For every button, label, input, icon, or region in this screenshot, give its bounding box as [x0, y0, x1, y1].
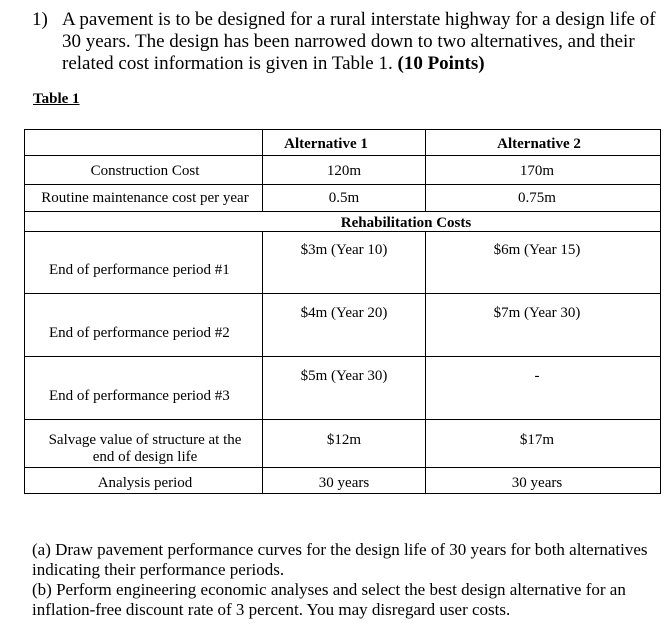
- period2-alt2: $7m (Year 30): [493, 305, 581, 321]
- table-label: Table 1: [33, 91, 80, 107]
- period1-alt1: $3m (Year 10): [300, 242, 388, 258]
- table-border-top: [24, 129, 661, 130]
- question-text: [62, 9, 662, 75]
- question-number: 1): [32, 9, 48, 30]
- col-divider-2: [425, 129, 426, 212]
- analysis-alt1: 30 years: [318, 475, 370, 491]
- construction-alt1: 120m: [326, 163, 362, 179]
- row-divider-period1: [24, 293, 661, 294]
- maintenance-alt2: 0.75m: [518, 190, 556, 206]
- period1-alt2: $6m (Year 15): [493, 242, 581, 258]
- row-divider-period2: [24, 356, 661, 357]
- table-border-bottom: [24, 493, 661, 494]
- row-divider-construction: [24, 184, 661, 185]
- salvage-alt2: $17m: [519, 432, 555, 448]
- salvage-alt1: $12m: [326, 432, 362, 448]
- salvage-label-line1: Salvage value of structure at the: [48, 432, 242, 448]
- row-divider-header: [24, 155, 661, 156]
- header-alt1: Alternative 1: [284, 136, 368, 152]
- analysis-label: Analysis period: [97, 475, 193, 491]
- row-divider-maintenance: [24, 211, 661, 212]
- period3-label: End of performance period #3: [49, 388, 230, 404]
- question-body: A pavement is to be designed for a rural interstate highway for a design life of 30 years. The design has been narrowed down to two alternatives, and their related cost information is given in Table 1.: [62, 9, 656, 74]
- period1-label: End of performance period #1: [49, 262, 230, 278]
- col-divider-1-lower: [262, 231, 263, 494]
- rehab-header: Rehabilitation Costs: [340, 215, 472, 231]
- construction-label: Construction Cost: [90, 163, 200, 179]
- question-points: (10 Points): [397, 53, 485, 74]
- col-divider-1: [262, 129, 263, 212]
- maintenance-label: Routine maintenance cost per year: [41, 190, 249, 206]
- period3-alt1: $5m (Year 30): [300, 368, 388, 384]
- construction-alt2: 170m: [519, 163, 555, 179]
- part-b: (b) Perform engineering economic analyses and select the best design alternative for an inflation-free discount rate of 3 percent. You may disregard user costs.: [32, 580, 626, 619]
- period2-label: End of performance period #2: [49, 325, 230, 341]
- col-divider-2-lower: [425, 231, 426, 494]
- question-parts: [32, 540, 662, 620]
- header-alt2: Alternative 2: [497, 136, 581, 152]
- row-divider-period3: [24, 419, 661, 420]
- part-a: (a) Draw pavement performance curves for the design life of 30 years for both alternatives indicating their performance periods.: [32, 540, 648, 579]
- row-divider-salvage: [24, 467, 661, 468]
- analysis-alt2: 30 years: [511, 475, 563, 491]
- period2-alt1: $4m (Year 20): [300, 305, 388, 321]
- salvage-label-line2: end of design life: [92, 449, 198, 465]
- maintenance-alt1: 0.5m: [328, 190, 360, 206]
- period3-alt2: -: [534, 368, 540, 384]
